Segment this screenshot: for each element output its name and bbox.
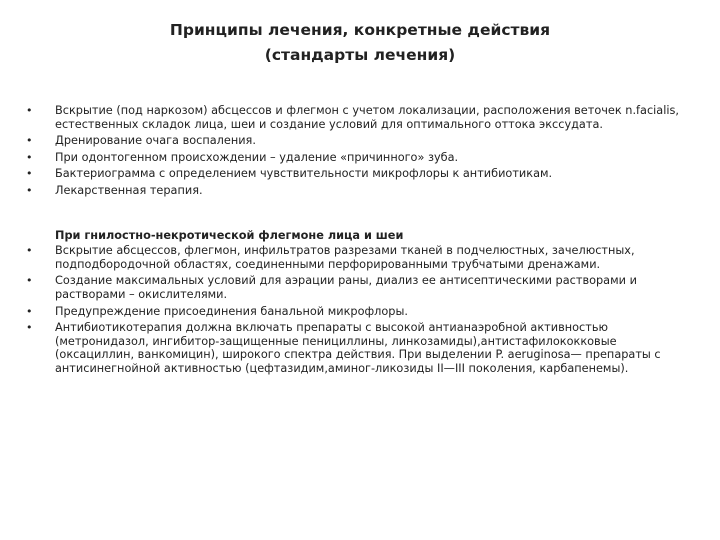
slide-title bbox=[0, 18, 720, 68]
list-item-text: Антибиотикотерапия должна включать препараты с высокой антианаэробной активностью (метронидазол, ингибитор-защищенные пенициллины, линкозамиды),антистафилококковые (оксациллин, ванкомицин), широкого спектра действия. При выделении P. aeruginosa— препараты с антисинегнойной активностью (цефтазидим,аминог-ликозиды II—III поколения, карбапенемы). bbox=[55, 321, 661, 375]
bullet-icon: • bbox=[26, 134, 33, 148]
bullet-icon: • bbox=[26, 321, 33, 335]
list-item-text: Вскрытие (под наркозом) абсцессов и флегмон с учетом локализации, расположения веточек n.facialis, естественных складок лица, шеи и создание условий для оптимального оттока экссудата. bbox=[55, 104, 679, 131]
list-item-text: Вскрытие абсцессов, флегмон, инфильтратов разрезами тканей в подчелюстных, зачелюстных, подподбородочной областях, соединенными перфорированными трубчатыми дренажами. bbox=[55, 244, 635, 271]
list-item bbox=[26, 134, 690, 148]
section-spacer bbox=[26, 201, 690, 229]
list-item-text: Создание максимальных условий для аэрации раны, диализ ее антисептическими растворами и растворами – окислителями. bbox=[55, 274, 637, 301]
list-item bbox=[26, 151, 690, 165]
list-item-text: При одонтогенном происхождении – удаление «причинного» зуба. bbox=[55, 150, 459, 164]
list-item-text: Лекарственная терапия. bbox=[55, 183, 203, 197]
list-item-text: Дренирование очага воспаления. bbox=[55, 134, 256, 148]
treatment-list bbox=[26, 104, 690, 198]
list-item bbox=[26, 167, 690, 181]
bullet-icon: • bbox=[26, 274, 33, 288]
list-item bbox=[26, 244, 690, 271]
slide-title-line-2: (стандарты лечения) bbox=[264, 46, 456, 64]
list-item bbox=[26, 321, 690, 375]
slide-title-line-1: Принципы лечения, конкретные действия bbox=[169, 21, 551, 39]
bullet-icon: • bbox=[26, 167, 33, 181]
list-item-text: Бактериограмма с определением чувствительности микрофлоры к антибиотикам. bbox=[55, 167, 553, 181]
bullet-icon: • bbox=[26, 304, 33, 318]
bullet-icon: • bbox=[26, 150, 33, 164]
section-heading: При гнилостно-некротической флегмоне лица и шеи bbox=[55, 228, 404, 242]
list-item bbox=[26, 104, 690, 131]
bullet-icon: • bbox=[26, 104, 33, 117]
list-item bbox=[26, 274, 690, 301]
bullet-icon: • bbox=[26, 183, 33, 197]
necrotic-phlegmon-list bbox=[26, 244, 690, 375]
bullet-icon: • bbox=[26, 244, 33, 258]
list-item bbox=[26, 305, 690, 319]
slide-content bbox=[26, 104, 690, 379]
list-item-text: Предупреждение присоединения банальной микрофлоры. bbox=[55, 304, 408, 318]
list-item bbox=[26, 184, 690, 198]
